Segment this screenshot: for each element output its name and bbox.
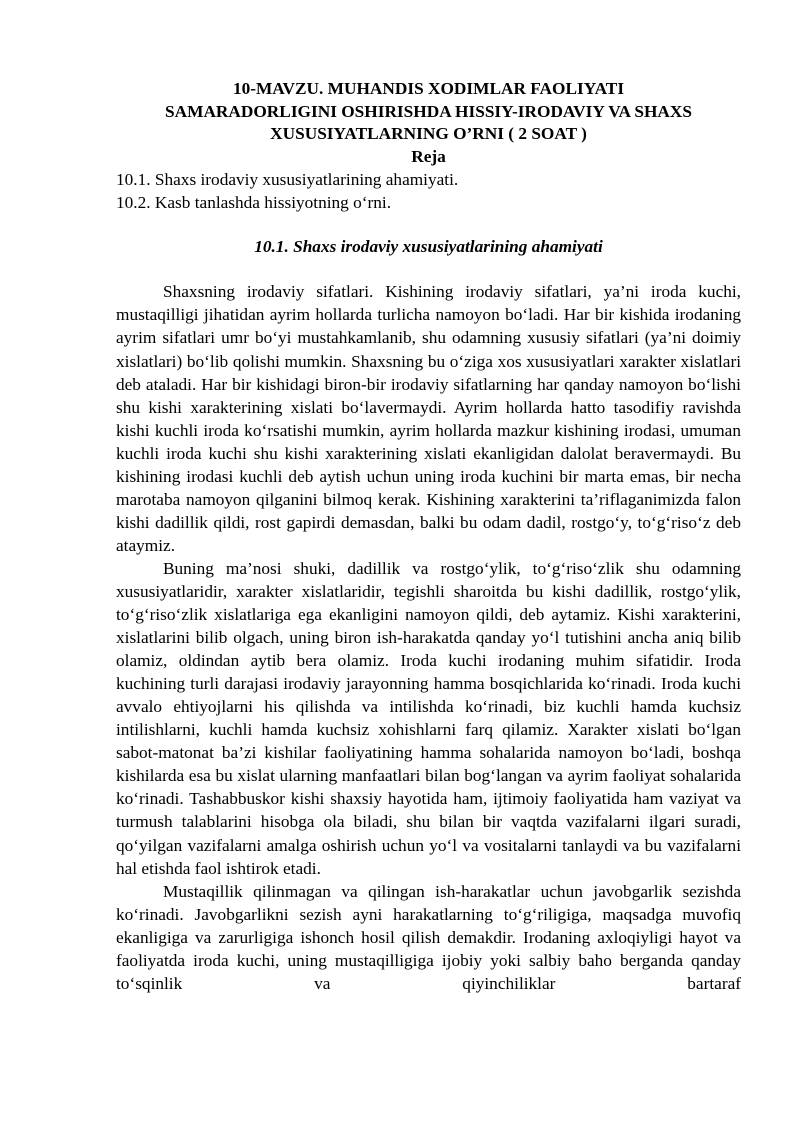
title-line: XUSUSIYATLARNING O’RNI ( 2 SOAT ) — [270, 124, 587, 144]
title-line: 10-MAVZU. MUHANDIS XODIMLAR FAOLIYATI — [232, 79, 625, 98]
plan-heading: Reja — [411, 146, 446, 166]
document-page — [116, 78, 741, 995]
plan-item: 10.1. Shaxs irodaviy xususiyatlarining ahamiyati. — [116, 170, 459, 190]
plan-list — [116, 168, 741, 214]
paragraph: Buning ma’nosi shuki, dadillik va rostgo‘ylik, to‘g‘riso‘zlik shu odamning xususiyatlaridir, xarakter xislatlaridir, tegishli sharoitda bu kishi dadillik, rostgo‘ylik, to‘g‘riso‘zlik xislatlariga ega ekanligini namoyon qildi, deb aytamiz. Kishi xarakterini, xislatlarini bilib olgach, uning biron ish-harakatda qanday yo‘l tutishini ancha aniq bilib olamiz, oldindan aytib bera olamiz. Iroda kuchi irodaning muhim sifatidir. Iroda kuchining turli darajasi irodaviy jarayonning hamma bosqichlarida ko‘rinadi. Iroda kuchi avvalo ehtiyojlarni his qilishda va intilishda ko‘rinadi, biz kuchli hamda kuchsiz intilishlarni, kuchli hamda kuchsiz xohishlarni farq qilamiz. Xarakter xislati bo‘lgan sabot-matonat ba’zi kishilar faoliyatining hamma sohalarida namoyon bo‘ladi, boshqa kishilarda esa bu xislat ularning manfaatlari bilan bog‘langan va ayrim faoliyat sohalarida ko‘rinadi. Tashabbuskor kishi shaxsiy hayotida ham, ijtimoiy faoliyatida ham vaziyat va turmush talablarini hisobga ola biladi, shu bilan bir vaqtda vazifalarni ilgari suradi, qo‘yilgan vazifalarni amalga oshirish uchun yo‘l va vositalarni tanlaydi va bu vazifalarni hal etishda faol ishtirok etadi. — [116, 558, 741, 878]
document-title — [116, 78, 741, 146]
section-heading: 10.1. Shaxs irodaviy xususiyatlarining ahamiyati — [254, 237, 603, 257]
paragraph: Shaxsning irodaviy sifatlari. Kishining irodaviy sifatlari, ya’ni iroda kuchi, mustaqilligi jihatidan ayrim hollarda turlicha namoyon bo‘ladi. Har bir kishida irodaning ayrim sifatlari umr bo‘yi mustahkamlanib, shu odamning xususiy sifatlari (ya’ni doimiy xislatlari) bo‘lib qolishi mumkin. Shaxsning bu o‘ziga xos xususiyatlari xarakter xislatlari deb ataladi. Har bir kishidagi biron-bir irodaviy sifatlarning har qanday namoyon bo‘lishi shu kishi xarakterining xislati bo‘lavermaydi. Ayrim hollarda hatto tasodifiy ravishda kishi kuchli iroda ko‘rsatishi mumkin, ayrim hollarda mazkur kishining irodasi, umuman kuchli iroda kuchi shu kishi xarakterining xislati ekanligidan dalolat beravermaydi. Bu kishining irodasi kuchli deb aytish uchun uning iroda kuchini bir marta emas, bir necha marotaba namoyon qilganini bilmoq kerak. Kishining xarakterini ta’riflaganimizda falon kishi dadillik qildi, rost gapirdi demasdan, balki bu odam dadil, rostgo‘y, to‘g‘riso‘z deb ataymiz. — [116, 282, 741, 555]
paragraph: Mustaqillik qilinmagan va qilingan ish-harakatlar uchun javobgarlik sezishda ko‘rinadi. Javobgarlikni sezish ayni harakatlarning to‘g‘riligiga, maqsadga muvofiq ekanligiga va zarurligiga ishonch hosil qilish demakdir. Irodaning axloqiyligi hayot va faoliyatda iroda kuchi, uning mustaqilligiga ijobiy yoki salbiy baho berganda qanday to‘sqinlik va qiyinchiliklar bartaraf — [116, 881, 741, 993]
body-text — [116, 280, 741, 994]
title-line: SAMARADORLIGINI OSHIRISHDA HISSIY-IRODAVIY VA SHAXS — [165, 101, 692, 121]
plan-item: 10.2. Kasb tanlashda hissiyotning o‘rni. — [116, 193, 392, 213]
